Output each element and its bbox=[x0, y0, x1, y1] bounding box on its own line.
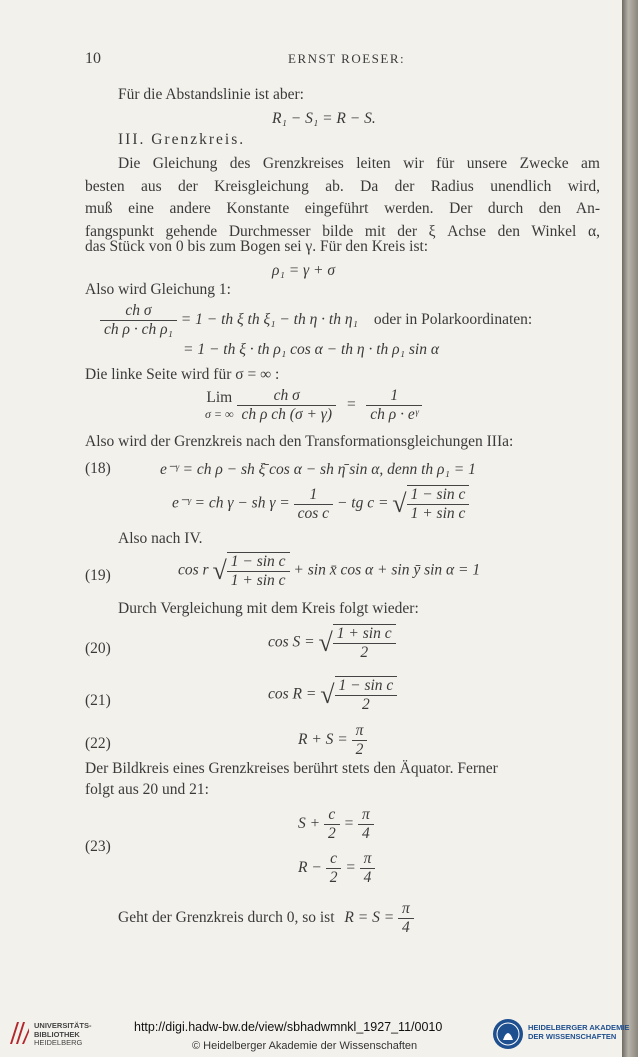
sentence-nach-iv: Also nach IV. bbox=[118, 530, 203, 547]
sentence-geht: Geht der Grenzkreis durch 0, so ist R = S = $\frac{\pi}{4}$ bbox=[118, 900, 414, 937]
paragraph-line-1: Die Gleichung des Grenzkreises leiten wir für unsere Zwecke am bbox=[118, 155, 600, 172]
equation-number-20: (20) bbox=[85, 640, 111, 657]
academy-seal-icon bbox=[492, 1018, 524, 1050]
paragraph-line-2: besten aus der Kreisgleichung ab. Da der Radius unendlich wird, bbox=[85, 178, 600, 195]
section-heading-grenzkreis: III. Grenzkreis. bbox=[118, 131, 246, 148]
limit-equation: Lim σ = ∞ $\frac{\text{ch σ}}{\text{ch ρ ch (σ + γ)}}$ = $\frac{1}{\text{ch ρ · eᵞ}}$ bbox=[205, 387, 422, 424]
equation-number-19: (19) bbox=[85, 567, 111, 584]
equation-r1-s1: R₁ − S₁ = R − S. bbox=[272, 110, 376, 127]
equation-1: $\frac{\text{ch σ}}{\text{ch ρ · ch ρ₁}}$ = 1 − th ξ th ξ₁ − th η · th η₁ oder in Polarkoordinaten: bbox=[100, 302, 532, 339]
equation-21: cos R = √ $\frac{\text{1 − sin c}}{2}$ bbox=[268, 676, 397, 714]
equation-18: e⁻ᵞ = ch ρ − sh ξ̄ cos α − sh η̄ sin α, denn th ρ₁ = 1 bbox=[160, 461, 476, 478]
equation-22: R + S = $\frac{\pi}{2}$ bbox=[298, 722, 367, 759]
equation-1-fraction: $\frac{\text{ch σ}}{\text{ch ρ · ch ρ₁}}$ bbox=[100, 302, 177, 339]
sentence-vergleichung: Durch Vergleichung mit dem Kreis folgt wieder: bbox=[118, 600, 419, 617]
paragraph-line-3: muß eine andere Konstante eingeführt werden. Der durch den An- bbox=[85, 200, 600, 217]
equation-23a: S + $\frac{c}{2}$ = $\frac{\pi}{4}$ bbox=[298, 806, 374, 843]
footer bbox=[0, 1010, 630, 1057]
academy-name: HEIDELBERGER AKADEMIE DER WISSENSCHAFTEN bbox=[528, 1023, 630, 1041]
equation-23b: R − $\frac{c}{2}$ = $\frac{\pi}{4}$ bbox=[298, 850, 375, 887]
sentence-bildkreis: Der Bildkreis eines Grenzkreises berührt stets den Äquator. Ferner bbox=[85, 760, 498, 777]
equation-rho1: ρ₁ = γ + σ bbox=[272, 262, 335, 279]
equation-number-23: (23) bbox=[85, 838, 111, 855]
equation-1-polar: = 1 − th ξ · th ρ₁ cos α − th η · th ρ₁ sin α bbox=[183, 341, 439, 358]
university-library-name: UNIVERSITÄTS- BIBLIOTHEK HEIDELBERG bbox=[34, 1021, 92, 1047]
equation-20: cos S = √ $\frac{\text{1 + sin c}}{2}$ bbox=[268, 624, 396, 662]
running-head: ERNST ROESER: bbox=[288, 51, 406, 66]
equation-18b: e⁻ᵞ = ch γ − sh γ = $\frac{1}{\text{cos c}}$ − tg c = √ $\frac{\text{1 − sin c}}{\text{1 + sin c}}$ bbox=[172, 485, 469, 523]
equation-number-18: (18) bbox=[85, 460, 111, 477]
equation-number-21: (21) bbox=[85, 692, 111, 709]
sentence-gleichung-1: Also wird Gleichung 1: bbox=[85, 281, 231, 298]
page-number: 10 bbox=[85, 50, 101, 67]
paragraph-line-5: das Stück von 0 bis zum Bogen sei γ. Für den Kreis ist: bbox=[85, 238, 429, 255]
equation-19: cos r √ $\frac{\text{1 − sin c}}{\text{1 + sin c}}$ + sin x̄ cos α + sin ȳ sin α = 1 bbox=[178, 553, 481, 589]
sentence-abstandslinie: Für die Abstandslinie ist aber: bbox=[118, 86, 304, 103]
paragraph-line-4: fangspunkt gehende Durchmesser bilde mit der ξ Achse den Winkel α, bbox=[85, 223, 600, 240]
equation-number-22: (22) bbox=[85, 735, 111, 752]
sentence-folgt: folgt aus 20 und 21: bbox=[85, 781, 209, 798]
university-library-logo-icon bbox=[8, 1020, 30, 1046]
page-edge-shadow bbox=[622, 0, 638, 1057]
permalink-url[interactable]: http://digi.hadw-bw.de/view/sbhadwmnkl_1927_11/0010 bbox=[134, 1020, 443, 1034]
copyright-notice: © Heidelberger Akademie der Wissenschaften bbox=[192, 1040, 418, 1052]
sentence-linke-seite: Die linke Seite wird für σ = ∞ : bbox=[85, 366, 280, 383]
sentence-transformation: Also wird der Grenzkreis nach den Transformationsgleichungen IIIa: bbox=[85, 433, 514, 450]
